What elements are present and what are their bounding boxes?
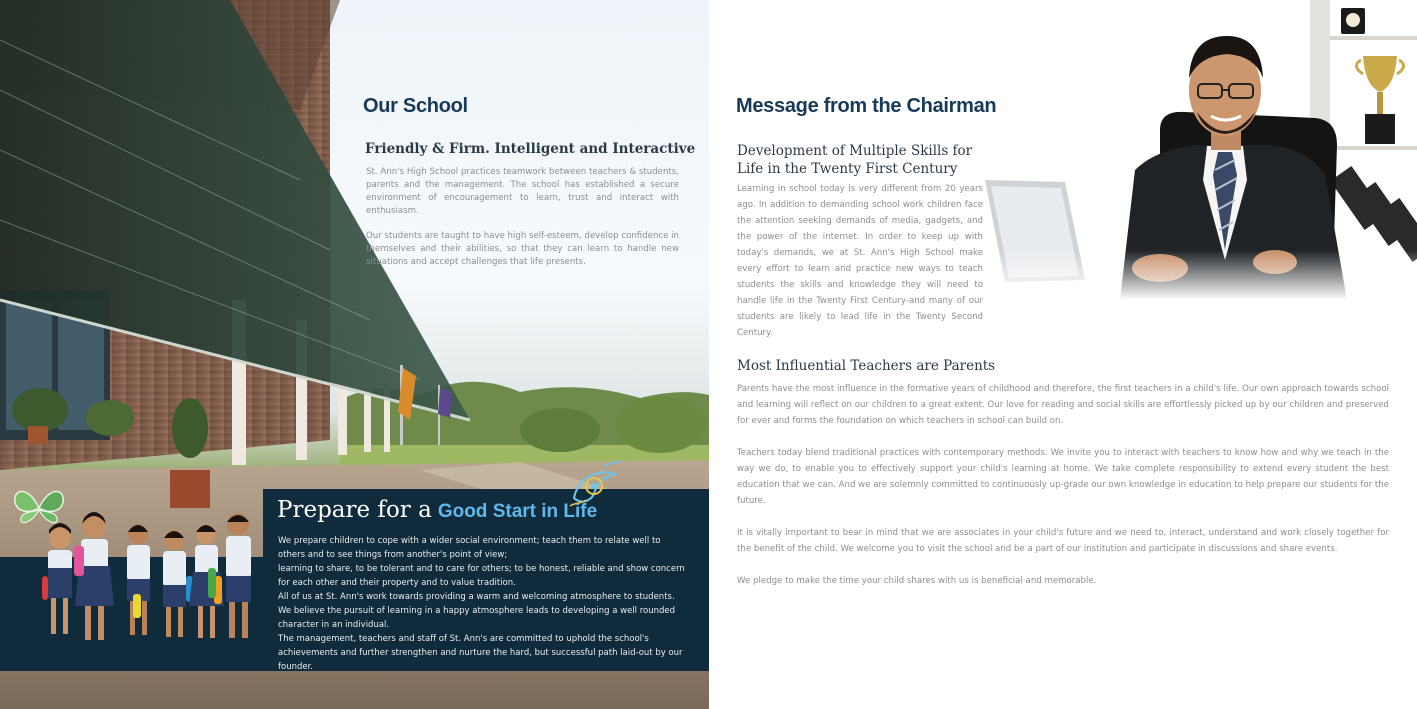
child-figure [74,512,114,640]
prepare-line: learning to share, to be tolerant and to care for others; to be honest, reliable and show concern for each other and their property and to value tradition. [278,564,685,588]
prepare-heading [277,497,597,523]
parents-paragraph: It is vitally important to bear in mind that we are associates in your child's future and we need to, interact, understand and work closely together for the benefit of the child. We welcome you to visit the school and be a part of our institution and participate in discussions and share events. [737,528,1389,554]
skills-heading: Development of Multiple Skills for Life in the Twenty First Century [737,143,973,177]
child-figure [42,523,72,634]
prepare-heading-lead: Prepare for a [277,497,432,523]
prepare-body [278,534,686,674]
parents-heading: Most Influential Teachers are Parents [737,358,996,374]
child-figure [163,530,193,637]
our-school-paragraph: Our students are taught to have high self-esteem, develop confidence in themselves and their abilities, so that they can learn to handle new situations and accept challenges that life presents. [366,231,679,267]
decorative-bird-icon [564,458,624,510]
chairman-title: Message from the Chairman [736,95,997,117]
parents-body [737,381,1389,605]
children-photo [34,506,262,652]
parents-paragraph: Teachers today blend traditional practices with contemporary methods. We invite you to interact with teachers to know how and why we teach in the way we do, to enable you to effectively support your child's learning at home. We take complete responsibility to extend every student the best education that we can. And we are solemnly committed to continuously up-grade our own knowledge in education to help prepare our students for the future. [737,448,1389,506]
butterfly-icon [11,484,67,530]
child-figure [127,524,150,635]
our-school-paragraph: St. Ann's High School practices teamwork between teachers & students, parents and the management. The school has established a secure environment of encouragement to learn, trust and interact with enthusiasm. [366,167,679,216]
parents-paragraph: Parents have the most influence in the formative years of childhood and therefore, the first teachers in a child's life. Our own approach towards school and learning will reflect on our children to a great extent. Our love for reading and social skills are effortlessly picked up by our children and preserved for ever and forms the foundation on which teachers in school can build on. [737,384,1389,426]
prepare-line: We believe the pursuit of learning in a happy atmosphere leads to developing a well rounded character in an individual. [278,606,676,630]
chairman-photo [985,0,1417,300]
parents-paragraph: We pledge to make the time your child shares with us is beneficial and memorable. [737,576,1097,586]
child-figure [189,524,224,638]
prepare-line: The management, teachers and staff of St. Ann's are committed to uphold the school's achievements and further strengthen and nurture the hard, but successful path laid-out by our founder. [278,634,683,672]
our-school-subtitle: Friendly & Firm. Intelligent and Interactive [365,141,696,157]
our-school-body [366,166,679,281]
prepare-heading-accent: Good Start in Life [437,501,598,522]
skills-body: Learning in school today is very different from 20 years ago. In addition to demanding school work children face the attention seeking demands of media, gadgets, and the power of the internet. In order to keep up with today's demands, we at St. Ann's High School make every effort to learn and practice new ways to teach students the skills and knowledge they will need to handle life in the Twenty First Century-and many of our students are likely to lead life in the Twenty Second Century. [737,184,983,338]
prepare-line: We prepare children to cope with a wider social environment; teach them to relate well to others and to see things from another's point of view; [278,536,661,560]
prepare-line: All of us at St. Ann's work towards providing a warm and welcoming atmosphere to students. [278,592,675,602]
our-school-title: Our School [363,95,468,117]
